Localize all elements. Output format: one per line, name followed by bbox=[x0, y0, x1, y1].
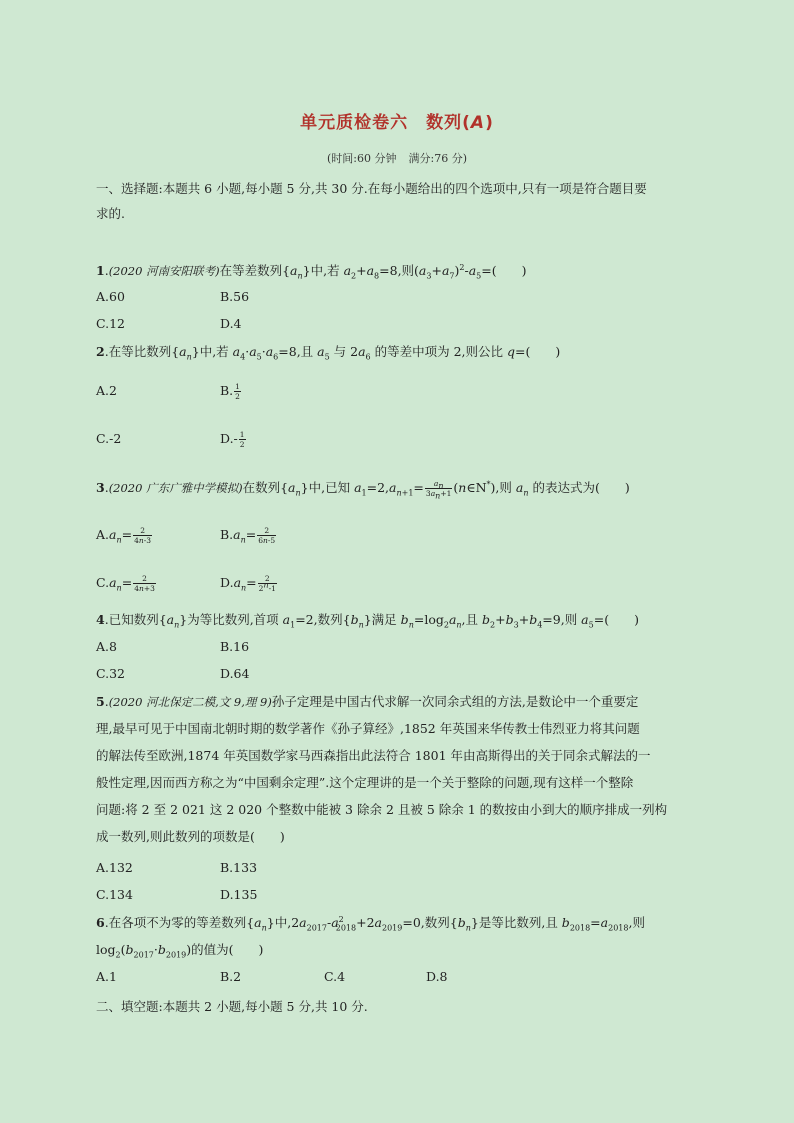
question-6-line: $\log_2(b_{2017}\cdot b_{2019})$的值为( ) bbox=[96, 942, 264, 960]
question-source: (2020 河南安阳联考) bbox=[108, 264, 220, 278]
q6-option-d[interactable]: D.8 bbox=[426, 969, 448, 984]
q1-option-a[interactable]: A.60 bbox=[96, 289, 125, 304]
question-5: 5.(2020 河北保定二模,文 9,理 9)孙子定理是中国古代求解一次同余式组的方法,是数论中一个重要定 bbox=[96, 694, 639, 709]
q2-option-d[interactable]: D.- $\frac{1}{2}$ bbox=[220, 430, 245, 449]
q5-option-a[interactable]: A.132 bbox=[96, 860, 133, 875]
question-5-line: 问题:将 2 至 2 021 这 2 020 个整数中能被 3 除余 2 且被 5 除余 1 的数按由小到大的顺序排成一列构 bbox=[96, 802, 668, 817]
exam-info bbox=[0, 150, 794, 166]
q2-option-a[interactable]: A.2 bbox=[96, 383, 117, 398]
question-5-line: 理,最早可见于中国南北朝时期的数学著作《孙子算经》,1852 年英国来华传教士伟烈亚力将其问题 bbox=[96, 721, 640, 736]
section2-heading: 二、填空题:本题共 2 小题,每小题 5 分,共 10 分. bbox=[96, 999, 368, 1014]
q1-option-b[interactable]: B.56 bbox=[220, 289, 250, 304]
q3-option-d[interactable]: $D.a_n=$ $\frac{2}{2^n-1}$ bbox=[220, 574, 276, 593]
q4-option-a[interactable]: A.8 bbox=[96, 639, 117, 654]
time-limit: (时间:60 分钟 bbox=[327, 152, 397, 165]
q2-option-c[interactable]: C.-2 bbox=[96, 431, 122, 446]
question-1: 1.(2020 河南安阳联考)在等差数列$\{a_n\}$中,若 $a_2+a_8=8$,则$(a_3+a_7)^2-a_5=$( ) bbox=[96, 262, 527, 281]
q5-option-c[interactable]: C.134 bbox=[96, 887, 133, 902]
q5-option-b[interactable]: B.133 bbox=[220, 860, 258, 875]
q6-option-b[interactable]: B.2 bbox=[220, 969, 242, 984]
section1-heading: 一、选择题:本题共 6 小题,每小题 5 分,共 30 分.在每小题给出的四个选项中,只有一项是符合题目要 bbox=[96, 181, 647, 196]
q4-option-b[interactable]: B.16 bbox=[220, 639, 250, 654]
q3-option-c[interactable]: $C.a_n=$ $\frac{2}{4n+3}$ bbox=[96, 574, 155, 593]
q6-option-c[interactable]: C.4 bbox=[324, 969, 346, 984]
q1-option-d[interactable]: D.4 bbox=[220, 316, 242, 331]
q2-option-b[interactable]: B. $\frac{1}{2}$ bbox=[220, 382, 240, 401]
question-5-line: 成一数列,则此数列的项数是( ) bbox=[96, 829, 285, 844]
q4-option-d[interactable]: D.64 bbox=[220, 666, 250, 681]
question-5-line: 的解法传至欧洲,1874 年英国数学家马西森指出此法符合 1801 年由高斯得出的关于同余式解法的一 bbox=[96, 748, 651, 763]
q3-option-b[interactable]: $B.a_n=$ $\frac{2}{6n-5}$ bbox=[220, 526, 276, 545]
q1-option-c[interactable]: C.12 bbox=[96, 316, 125, 331]
q4-option-c[interactable]: C.32 bbox=[96, 666, 125, 681]
full-score: 满分:76 分) bbox=[408, 152, 467, 165]
q5-option-d[interactable]: D.135 bbox=[220, 887, 258, 902]
q6-option-a[interactable]: A.1 bbox=[96, 969, 117, 984]
question-2: 2.在等比数列$\{a_n\}$中,若 $a_4\cdot a_5\cdot a_6=8$,且 $a_5$ 与 $2a_6$ 的等差中项为 2,则公比 q=( ) bbox=[96, 344, 561, 362]
q3-option-a[interactable]: $A.a_n=$ $\frac{2}{4n-3}$ bbox=[96, 526, 152, 545]
question-3: 3.(2020 广东广雅中学模拟)在数列$\{a_n\}$中,已知 $a_1=2,a_{n+1}=$ $\frac{a_n}{3a_n+1}$ (n∈N*),则 $a_n$ 的表达式为( ) bbox=[96, 479, 630, 501]
question-5-line: 般性定理,因而西方称之为“中国剩余定理”.这个定理讲的是一个关于整除的问题,现有这样一个整除 bbox=[96, 775, 634, 790]
question-6: 6.在各项不为零的等差数列$\{a_n\}$中$,2a_{2017}-a^2_{2018}+2a_{2019}=0$,数列$\{b_n\}$是等比数列,且 $b_{2018}=a_{2018}$,则 bbox=[96, 914, 645, 933]
section1-heading-cont: 求的. bbox=[96, 206, 125, 221]
question-4: 4.已知数列$\{a_n\}$为等比数列,首项 $a_1=2$,数列$\{b_n\}$满足 $b_n=\log_2a_n$,且 $b_2+b_3+b_4=9$,则 $a_5=$( ) bbox=[96, 612, 639, 630]
question-source: (2020 河北保定二模,文 9,理 9) bbox=[108, 695, 272, 709]
question-source: (2020 广东广雅中学模拟) bbox=[108, 481, 243, 495]
page-title: 单元质检卷六 数列(A) bbox=[300, 113, 494, 133]
